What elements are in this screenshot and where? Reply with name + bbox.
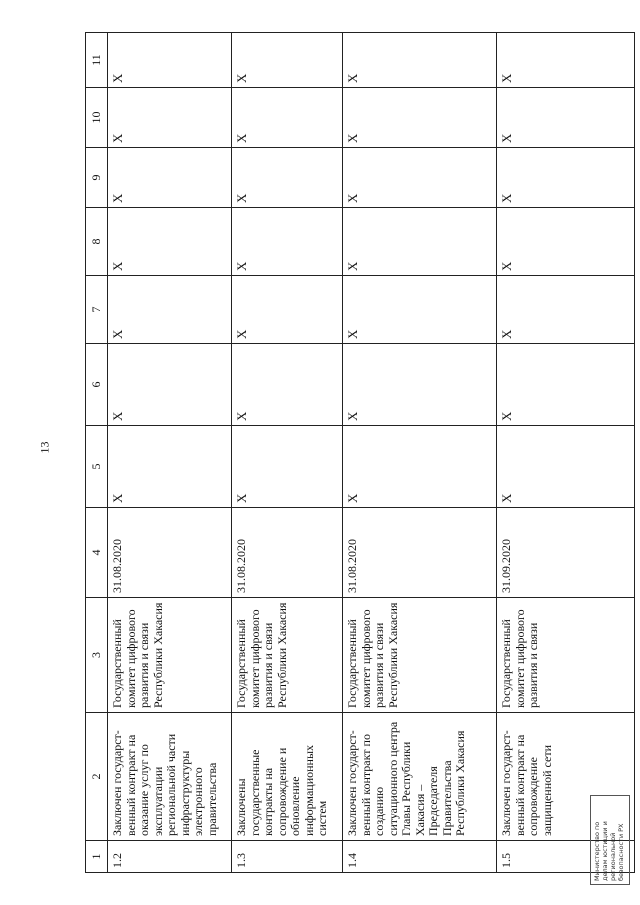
row-number: 1.4: [343, 841, 497, 873]
table-row: [497, 33, 635, 873]
plan-table: [85, 32, 635, 873]
row-number: 1.3: [232, 841, 343, 873]
mark-cell: X: [108, 148, 232, 208]
header-cell: 6: [86, 344, 108, 426]
header-row: [86, 33, 108, 873]
row-number: 1.2: [108, 841, 232, 873]
header-cell: 1: [86, 841, 108, 873]
row-description: Заключен государст-венный контракт на сопровождение защищенной сети: [497, 713, 635, 841]
mark-cell: X: [108, 276, 232, 344]
mark-cell: X: [343, 148, 497, 208]
header-cell: 8: [86, 208, 108, 276]
mark-cell: X: [497, 148, 635, 208]
header-cell: 7: [86, 276, 108, 344]
mark-cell: X: [497, 344, 635, 426]
mark-cell: X: [497, 208, 635, 276]
table-row: [108, 33, 232, 873]
row-date: 31.08.2020: [232, 508, 343, 598]
mark-cell: X: [343, 33, 497, 88]
mark-cell: X: [232, 88, 343, 148]
rotated-table-container: [85, 33, 635, 873]
mark-cell: X: [232, 276, 343, 344]
header-cell: 5: [86, 426, 108, 508]
mark-cell: X: [232, 148, 343, 208]
mark-cell: X: [343, 426, 497, 508]
mark-cell: X: [232, 33, 343, 88]
row-organization: Государственный комитет цифрового развития и связи Республики Хакасия: [343, 598, 497, 713]
mark-cell: X: [108, 426, 232, 508]
row-date: 31.09.2020: [497, 508, 635, 598]
header-cell: 11: [86, 33, 108, 88]
mark-cell: X: [108, 33, 232, 88]
header-cell: 3: [86, 598, 108, 713]
mark-cell: X: [232, 426, 343, 508]
mark-cell: X: [108, 344, 232, 426]
header-cell: 4: [86, 508, 108, 598]
row-description: Заключен государст-венный контракт по созданию ситуационного центра Главы Республики Хакасия – Председателя Правительства Республики Хакасия: [343, 713, 497, 841]
header-cell: 9: [86, 148, 108, 208]
registration-stamp: Министерство по делам юстиции и региональной безопасности РХ: [590, 795, 630, 885]
row-date: 31.08.2020: [343, 508, 497, 598]
header-cell: 2: [86, 713, 108, 841]
table-row: [343, 33, 497, 873]
mark-cell: X: [343, 276, 497, 344]
row-description: Заключен государст-венный контракт на оказание услуг по эксплуатации региональной части инфраструктуры электронного правительства: [108, 713, 232, 841]
mark-cell: X: [343, 344, 497, 426]
row-date: 31.08.2020: [108, 508, 232, 598]
mark-cell: X: [497, 88, 635, 148]
mark-cell: X: [343, 88, 497, 148]
mark-cell: X: [497, 426, 635, 508]
row-organization: Государственный комитет цифрового развития и связи Республики Хакасия: [108, 598, 232, 713]
mark-cell: X: [343, 208, 497, 276]
mark-cell: X: [108, 208, 232, 276]
page-number: 13: [37, 441, 52, 454]
header-cell: 10: [86, 88, 108, 148]
mark-cell: X: [232, 344, 343, 426]
table-row: [232, 33, 343, 873]
row-organization: Государственный комитет цифрового развития и связи Республики Хакасия: [232, 598, 343, 713]
row-number: 1.5: [497, 841, 635, 873]
mark-cell: X: [108, 88, 232, 148]
row-organization: Государственный комитет цифрового развития и связи: [497, 598, 635, 713]
row-description: Заключены государственные контракты на сопровождение и обновление информационных систем: [232, 713, 343, 841]
mark-cell: X: [497, 33, 635, 88]
mark-cell: X: [232, 208, 343, 276]
mark-cell: X: [497, 276, 635, 344]
